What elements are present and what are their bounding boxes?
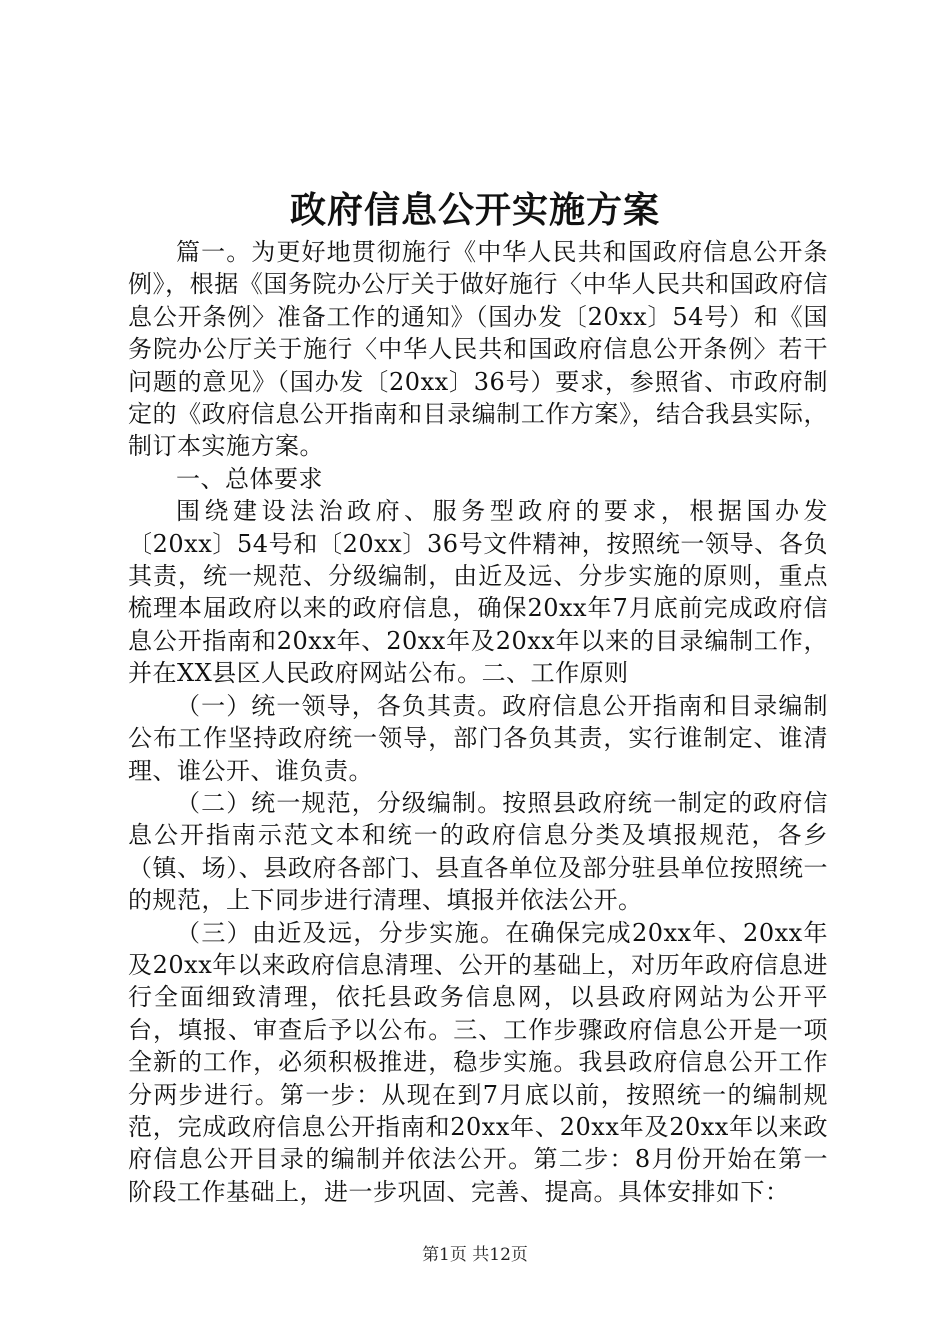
section-heading-general-requirements: 一、总体要求 bbox=[176, 464, 323, 493]
paragraph-principle-3: （三）由近及远，分步实施。在确保完成20xx年、20xx年及20xx年以来政府信息清理、公开的基础上，对历年政府信息进行全面细致清理，依托县政务信息网，以县政府网站为公开平台，填报、审查后予以公布。三、工作步骤政府信息公开是一项全新的工作，必须积极推进，稳步实施。我县政府信息公开工作分两步进行。第一步：从现在到7月底以前，按照统一的编制规范，完成政府信息公开指南和20xx年、20xx年及20xx年以来政府信息公开目录的编制并依法公开。第二步：8月份开始在第一阶段工作基础上，进一步巩固、完善、提高。具体安排如下： bbox=[128, 918, 828, 1206]
paragraph-principle-1: （一）统一领导，各负其责。政府信息公开指南和目录编制公布工作坚持政府统一领导，部门各负其责，实行谁制定、谁清理、谁公开、谁负责。 bbox=[128, 691, 828, 785]
paragraph-principle-2: （二）统一规范，分级编制。按照县政府统一制定的政府信息公开指南示范文本和统一的政府信息分类及填报规范，各乡（镇、场）、县政府各部门、县直各单位及部分驻县单位按照统一的规范，上下同步进行清理、填报并依法公开。 bbox=[128, 788, 828, 915]
paragraph-intro: 篇一。为更好地贯彻施行《中华人民共和国政府信息公开条例》，根据《国务院办公厅关于做好施行〈中华人民共和国政府信息公开条例〉准备工作的通知》（国办发〔20xx〕54号）和《国务院办公厅关于施行〈中华人民共和国政府信息公开条例〉若干问题的意见》（国办发〔20xx〕36号）要求，参照省、市政府制定的《政府信息公开指南和目录编制工作方案》，结合我县实际，制订本实施方案。 bbox=[128, 238, 828, 461]
paragraph-general-requirements: 围绕建设法治政府、服务型政府的要求，根据国办发〔20xx〕54号和〔20xx〕36号文件精神，按照统一领导、各负其责，统一规范、分级编制，由近及远、分步实施的原则，重点梳理本届政府以来的政府信息，确保20xx年7月底前完成政府信息公开指南和20xx年、20xx年及20xx年以来的目录编制工作，并在XX县区人民政府网站公布。二、工作原则 bbox=[128, 497, 828, 688]
document-title: 政府信息公开实施方案 bbox=[289, 189, 660, 231]
document-body bbox=[128, 236, 828, 1208]
page-number-footer: 第1页 共12页 bbox=[422, 1245, 528, 1265]
